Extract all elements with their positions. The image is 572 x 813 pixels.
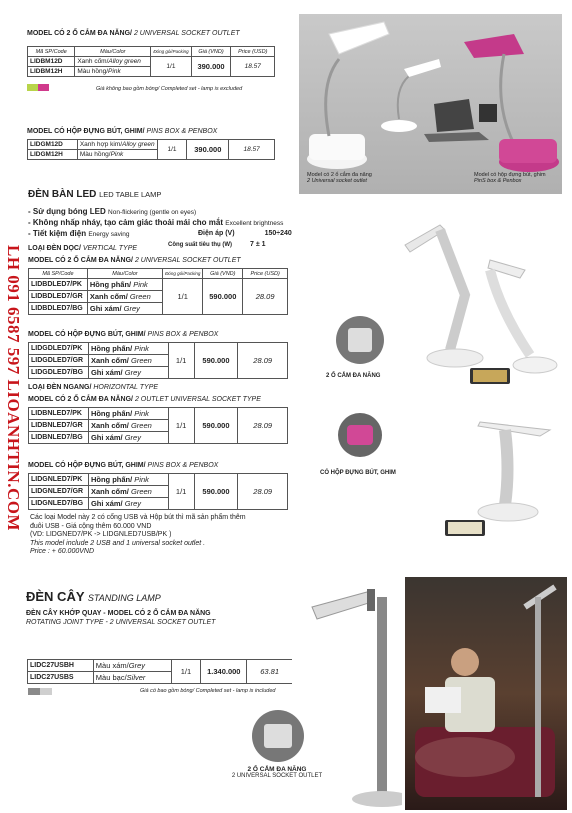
section1-note: Giá không bao gồm bóng/ Completed set - lamp is excluded — [96, 86, 243, 92]
section2-title: MODEL CÓ HỘP ĐỰNG BÚT, GHIM/ PINS BOX & PENBOX — [27, 128, 218, 135]
lifestyle-photo — [405, 577, 567, 810]
led-power: Công suất tiêu thụ (W) 7 ± 1 — [168, 241, 266, 248]
standing-socket-caption: 2 Ổ CẮM ĐA NĂNG 2 UNIVERSAL SOCKET OUTLET — [231, 766, 323, 779]
led-bullet: - Tiết kiệm điện Energy saving — [28, 229, 130, 238]
table-row: LIDGNLED7/BG Ghi xám/ Grey — [29, 498, 288, 510]
table-row: LIDBNLED7/PK Hồng phấn/ Pink 1/1 590.000 28.09 — [29, 408, 288, 420]
table-row: LIDGM12H Màu hồng/Pink — [28, 150, 275, 160]
led-table3 — [28, 407, 288, 444]
th-price-vnd: Giá (VND) — [191, 47, 231, 57]
standing-socket-zoom — [252, 710, 304, 762]
table-row: LIDGDLED7/PK Hồng phấn/ Pink 1/1 590.000 28.09 — [29, 343, 288, 355]
standing-note: Giá có bao gồm bóng/ Completed set - lamp is included — [140, 688, 276, 694]
th-color: Màu/Color — [75, 47, 151, 57]
swatch-silver — [40, 688, 52, 695]
table-row: LIDBNLED7/BG Ghi xám/ Grey — [29, 432, 288, 444]
table-row: LIDBDLED7/PK Hồng phấn/ Pink 1/1 590.000 28.09 — [29, 279, 288, 291]
swatch-green — [27, 84, 38, 91]
led-table4 — [28, 473, 288, 510]
led-table1-title: MODEL CÓ 2 Ổ CẮM ĐA NĂNG/ 2 UNIVERSAL SOCKET OUTLET — [28, 257, 241, 264]
led-table2-title: MODEL CÓ HỘP ĐỰNG BÚT, GHIM/ PINS BOX & PENBOX — [28, 331, 219, 338]
led-vertical-label: LOẠI ĐÈN DỌC/ VERTICAL TYPE — [28, 245, 138, 252]
lifestyle-illustration — [405, 577, 567, 810]
table-row: LIDGDLED7/GR Xanh cốm/ Green — [29, 355, 288, 367]
photo1-caption-right: Model có hộp đựng bút, ghim PinS box & Penbox — [474, 172, 546, 184]
table-row: LIDGNLED7/PK Hồng phấn/ Pink 1/1 590.000 28.09 — [29, 474, 288, 486]
standing-subtitle: ĐÈN CÂY KHỚP QUAY - MODEL CÓ 2 Ổ CẮM ĐA NĂNG ROTATING JOINT TYPE - 2 UNIVERSAL SOCKET OUTLET — [26, 610, 216, 626]
socket-outlet-icon — [264, 724, 292, 748]
led-table3-title: MODEL CÓ 2 Ổ CẮM ĐA NĂNG/ 2 OUTLET UNIVERSAL SOCKET TYPE — [28, 396, 261, 403]
swatch-grey — [28, 688, 40, 695]
section1-title: MODEL CÓ 2 Ổ CẮM ĐA NĂNG/ 2 UNIVERSAL SOCKET OUTLET — [27, 30, 240, 37]
table-row: LIDBM12D Xanh cốm/Alloy green 1/1 390.000 18.57 — [28, 57, 275, 67]
table-row: LIDGDLED7/BG Ghi xám/ Grey — [29, 367, 288, 379]
led-table1: Mã SP/Code Màu/Color Đóng gói/Packing Giá (VND) Price (USD) LIDBDLED7/PK Hồng phấn/ Pink 1/1 590.000 28.09 LIDBDLED7/GR Xanh cốm/ Green LIDBDLED7/BG Ghi xám/ Grey — [28, 268, 288, 315]
standing-swatches — [28, 688, 52, 697]
led-socket-caption: 2 Ổ CẮM ĐA NĂNG — [326, 373, 381, 379]
table-row: LIDGNLED7/GR Xanh cốm/ Green — [29, 486, 288, 498]
section2-table — [27, 139, 275, 160]
led-heading: ĐÈN BÀN LED LED TABLE LAMP — [28, 189, 162, 200]
photo1-caption-left: Model có 2 ổ cắm đa năng 2 Universal socket outlet — [307, 172, 372, 184]
swatch-pink — [38, 84, 49, 91]
table-row: LIDBDLED7/GR Xanh cốm/ Green — [29, 291, 288, 303]
led-bullet: - Sử dụng bóng LED Non-flickering (gentle on eyes) — [28, 207, 197, 216]
led-table4-title: MODEL CÓ HỘP ĐỰNG BÚT, GHIM/ PINS BOX & PENBOX — [28, 462, 219, 469]
table-row: LIDBM12H Màu hồng/Pink — [28, 67, 275, 77]
led-bullet: - Không nhấp nháy, tạo cảm giác thoải mái cho mắt Excellent brightness — [28, 218, 284, 227]
led-usb-note: Các loại Model này 2 có cổng USB và Hộp bút thì mã sản phẩm thêm đuôi USB - Giá cộng thêm 60.000 VND (VD: LIDGNED7/PK -> LIDGNLED7USB/PK ) This model include 2 USB and 1 universal socket outlet . Price : + 60.000VND — [30, 514, 246, 555]
desk-lamp-illustration — [299, 14, 562, 194]
led-penbox-caption: CÓ HỘP ĐỰNG BÚT, GHIM — [320, 470, 396, 476]
standing-heading: ĐÈN CÂY STANDING LAMP — [26, 589, 161, 604]
th-code: Mã SP/Code — [28, 47, 75, 57]
table-row: LIDC27USBS Màu bạc/Silver — [28, 672, 293, 684]
table-row: LIDC27USBH Màu xám/Grey 1/1 1.340.000 63.81 — [28, 660, 293, 672]
th-packing: Đóng gói/Packing — [151, 47, 191, 57]
th-price-usd: Price (USD) — [231, 47, 275, 57]
color-swatches — [27, 84, 49, 93]
table-row: LIDBDLED7/BG Ghi xám/ Grey — [29, 303, 288, 315]
led-horizontal-label: LOẠI ĐÈN NGANG/ HORIZONTAL TYPE — [28, 384, 159, 391]
section1-table — [27, 46, 275, 77]
standing-table — [27, 659, 293, 684]
product-photo-desk-lamps — [299, 14, 562, 194]
table-row: LIDBNLED7/GR Xanh cốm/ Green — [29, 420, 288, 432]
sidebar-contact — [2, 215, 24, 560]
sidebar-contact-text: LH 091 6587 597 LIOANHTIN.COM — [4, 244, 23, 531]
led-lamp-photos — [300, 200, 562, 550]
led-table2 — [28, 342, 288, 379]
table-row: LIDGM12D Xanh hợp kim/Alloy green 1/1 390.000 18.57 — [28, 140, 275, 150]
led-voltage: Điện áp (V) 150÷240 — [198, 230, 292, 237]
